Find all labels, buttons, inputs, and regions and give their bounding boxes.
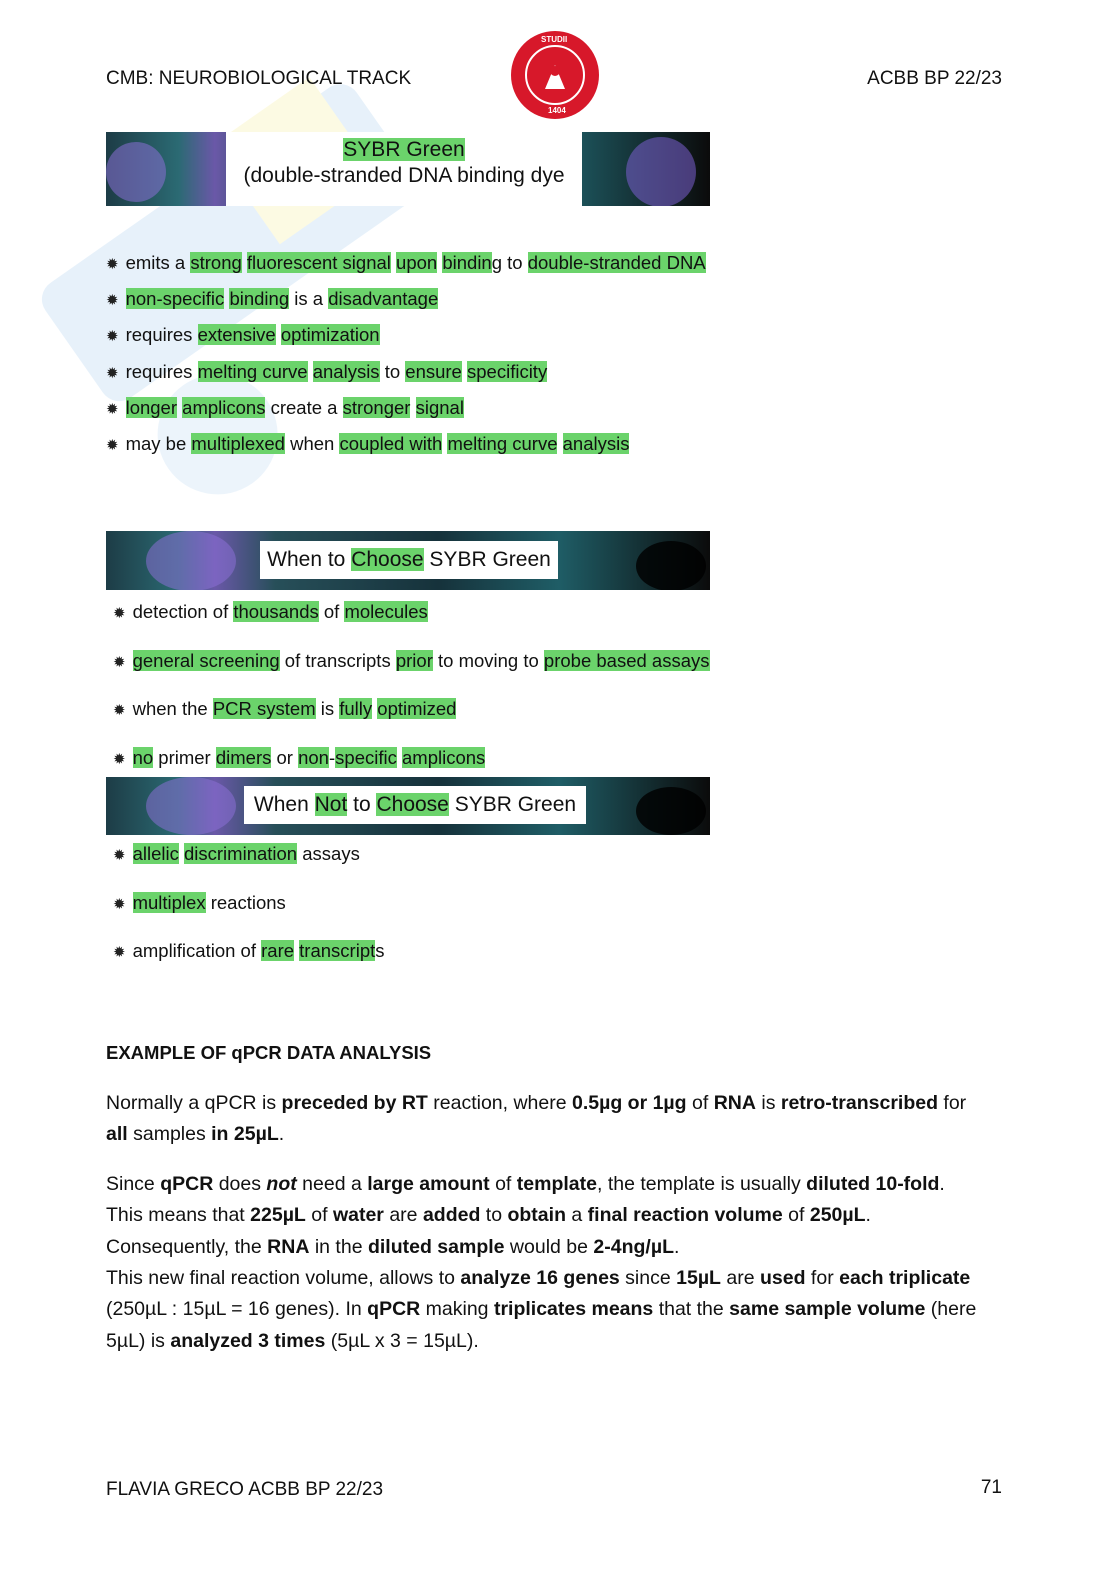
highlighted-term: strong xyxy=(190,252,242,273)
sybr-green-banner xyxy=(106,132,710,206)
bold-term: diluted 10-fold xyxy=(806,1173,940,1195)
section-title: EXAMPLE OF qPCR DATA ANALYSIS xyxy=(106,1042,432,1063)
when-to-choose-title xyxy=(260,541,558,579)
highlighted-term: multiplexed xyxy=(191,433,285,454)
text-run: (250µL : 15µL = 16 genes). In xyxy=(106,1298,368,1321)
paragraph-line xyxy=(106,1326,479,1358)
header-right: ACBB BP 22/23 xyxy=(867,68,1002,89)
text-run: SYBR Green xyxy=(423,548,551,571)
text-run: . xyxy=(939,1173,945,1195)
when-not-to-choose-title xyxy=(244,786,586,824)
bold-term: final reaction volume xyxy=(587,1204,783,1227)
text-run: may be xyxy=(125,433,192,454)
paragraph-line xyxy=(106,1263,970,1295)
bold-term: in 25µL xyxy=(211,1123,279,1146)
text-run: Normally a qPCR is xyxy=(106,1092,282,1114)
bullet-icon: ✹ xyxy=(113,702,126,719)
bullet-icon: ✹ xyxy=(113,895,126,913)
highlighted-term: non xyxy=(298,746,329,768)
bullet-icon: ✹ xyxy=(106,292,119,310)
text-run: a xyxy=(565,1204,588,1227)
highlighted-term: rare xyxy=(261,940,295,961)
bold-term: 250µL xyxy=(809,1204,866,1227)
paragraph-line xyxy=(106,1169,945,1201)
bullet-icon: ✹ xyxy=(106,364,119,382)
bullet-item xyxy=(113,698,456,720)
text-run: for xyxy=(805,1266,840,1289)
text-run: amplification of xyxy=(132,940,262,961)
text-run xyxy=(557,433,562,454)
bold-term: preceded by RT xyxy=(281,1092,428,1114)
text-run: to moving to xyxy=(432,649,544,671)
bullet-item xyxy=(106,397,464,419)
bold-italic-term: not xyxy=(266,1173,297,1195)
text-run: primer xyxy=(153,746,216,768)
text-run: or xyxy=(271,746,299,768)
highlighted-term: analysis xyxy=(312,360,380,382)
bold-term: used xyxy=(760,1266,806,1289)
highlighted-term: double-stranded DNA xyxy=(527,252,706,273)
highlighted-term: molecules xyxy=(344,601,428,622)
text-run: g to xyxy=(491,252,528,273)
bullet-icon: ✹ xyxy=(106,400,119,418)
bold-term: water xyxy=(332,1204,384,1227)
text-run: samples xyxy=(127,1123,212,1146)
bullet-item xyxy=(113,843,360,865)
text-run: since xyxy=(619,1266,677,1289)
text-run: that the xyxy=(653,1298,730,1321)
text-run: need a xyxy=(296,1173,368,1195)
text-run: is xyxy=(315,698,340,719)
highlighted-term: fluorescent signal xyxy=(246,252,391,273)
text-run: of xyxy=(318,601,345,622)
page-number: 71 xyxy=(980,1477,1002,1498)
highlighted-term: thousands xyxy=(233,601,319,622)
text-run: s xyxy=(375,940,385,961)
text-run: is xyxy=(755,1092,781,1114)
bullet-item xyxy=(106,361,547,383)
text-run: . xyxy=(673,1235,680,1258)
text-run: making xyxy=(420,1298,494,1321)
highlighted-term: Not xyxy=(314,793,348,816)
paragraph-line xyxy=(106,1200,871,1232)
bold-term: all xyxy=(106,1123,128,1146)
highlighted-term: specific xyxy=(335,746,397,768)
highlighted-term: transcript xyxy=(299,940,376,961)
highlighted-term: multiplex xyxy=(132,891,206,913)
bullet-item xyxy=(106,324,380,346)
text-run: (5µL x 3 = 15µL). xyxy=(325,1329,479,1352)
highlighted-term: extensive xyxy=(197,324,276,346)
text-run: of xyxy=(782,1204,810,1227)
highlighted-term: coupled with xyxy=(339,433,443,454)
text-run: This new final reaction volume, allows to xyxy=(106,1266,461,1289)
bullet-icon: ✹ xyxy=(113,653,126,671)
text-run: to xyxy=(480,1204,508,1227)
text-run xyxy=(410,397,415,418)
highlighted-term: amplicons xyxy=(182,396,266,418)
text-run: are xyxy=(720,1266,760,1289)
bullet-item xyxy=(113,650,710,672)
bold-term: obtain xyxy=(507,1204,566,1227)
text-run: This means that xyxy=(106,1204,251,1227)
highlighted-term: melting curve xyxy=(447,433,558,454)
bold-term: 15µL xyxy=(676,1266,721,1289)
highlighted-term: probe based assays xyxy=(543,649,710,671)
bold-term: qPCR xyxy=(367,1298,421,1321)
highlighted-term: optimization xyxy=(280,324,380,346)
bold-term: retro-transcribed xyxy=(780,1092,938,1114)
when-not-to-choose-banner xyxy=(106,777,710,835)
banner-title: SYBR Green xyxy=(343,138,465,161)
text-run: . xyxy=(865,1204,871,1227)
highlighted-term: signal xyxy=(415,396,464,418)
highlighted-term: ensure xyxy=(405,360,462,382)
text-run: when the xyxy=(132,698,213,719)
bullet-item xyxy=(113,892,286,914)
text-run: . xyxy=(278,1123,285,1146)
bold-term: large amount xyxy=(367,1173,490,1195)
text-run: is a xyxy=(289,288,329,310)
text-run: 5µL) is xyxy=(106,1329,171,1352)
text-run: reactions xyxy=(205,891,286,913)
text-run: for xyxy=(938,1092,967,1114)
paragraph-line xyxy=(106,1088,966,1120)
text-run: assays xyxy=(297,843,360,864)
highlighted-term: general screening xyxy=(132,649,280,671)
text-run xyxy=(308,361,313,382)
bold-term: diluted sample xyxy=(367,1235,505,1258)
text-run: when xyxy=(284,433,340,454)
bold-term: triplicates means xyxy=(493,1298,654,1321)
header-left: CMB: NEUROBIOLOGICAL TRACK xyxy=(106,68,412,89)
text-run: SYBR Green xyxy=(448,793,577,816)
bold-term: RNA xyxy=(267,1235,310,1258)
bold-term: 0.5µg or 1µg xyxy=(572,1092,687,1114)
when-to-choose-banner xyxy=(106,531,710,590)
bullet-item xyxy=(113,747,485,769)
bullet-item xyxy=(113,601,428,623)
text-run: reaction, where xyxy=(427,1092,572,1114)
paragraph-line xyxy=(106,1119,284,1151)
bold-term: 225µL xyxy=(250,1204,306,1227)
text-run: - xyxy=(328,746,336,768)
bullet-icon: ✹ xyxy=(113,944,126,961)
text-run: are xyxy=(383,1204,423,1227)
bullet-item xyxy=(106,252,706,274)
highlighted-term: PCR system xyxy=(212,698,316,719)
university-seal-logo xyxy=(511,31,599,119)
highlighted-term: optimized xyxy=(377,698,457,719)
text-run: When to xyxy=(267,548,352,571)
bold-term: each triplicate xyxy=(839,1266,971,1289)
bullet-icon: ✹ xyxy=(113,847,126,864)
text-run: to xyxy=(379,360,406,382)
text-run: in the xyxy=(309,1235,368,1258)
text-run: detection of xyxy=(132,601,234,622)
bullet-icon: ✹ xyxy=(106,256,119,273)
highlighted-term: longer xyxy=(125,396,178,418)
highlighted-term: binding xyxy=(229,288,290,310)
text-run: of xyxy=(489,1173,517,1195)
text-run: Consequently, the xyxy=(106,1235,268,1258)
bold-term: RNA xyxy=(713,1092,756,1114)
paragraph-line xyxy=(106,1294,976,1326)
bold-term: analyzed 3 times xyxy=(170,1329,326,1352)
banner-subtitle: (double-stranded DNA binding dye xyxy=(243,164,565,187)
text-run: , the template is usually xyxy=(596,1173,807,1195)
bold-term: analyze 16 genes xyxy=(460,1266,620,1289)
text-run: (here xyxy=(925,1298,977,1321)
highlighted-term: upon xyxy=(396,252,438,273)
seal-text-year: 1404 xyxy=(548,106,566,115)
bullet-item xyxy=(113,940,385,962)
highlighted-term: amplicons xyxy=(402,746,486,768)
text-run: requires xyxy=(125,324,198,346)
paragraph-line xyxy=(106,1232,679,1264)
text-run: Since xyxy=(106,1173,161,1195)
highlighted-term: discrimination xyxy=(184,843,298,864)
bold-term: qPCR xyxy=(160,1173,214,1195)
bold-term: 2-4ng/µL xyxy=(593,1235,674,1258)
text-run: does xyxy=(213,1173,267,1195)
bold-term: added xyxy=(422,1204,481,1227)
highlighted-term: fully xyxy=(339,698,373,719)
bullet-item xyxy=(106,288,438,310)
text-run: would be xyxy=(504,1235,594,1258)
text-run: emits a xyxy=(125,252,191,273)
text-run: create a xyxy=(265,396,343,418)
highlighted-term: disadvantage xyxy=(328,288,439,310)
highlighted-term: specificity xyxy=(467,360,548,382)
bullet-icon: ✹ xyxy=(113,605,126,622)
bullet-icon: ✹ xyxy=(106,437,119,454)
bullet-icon: ✹ xyxy=(113,750,126,768)
highlighted-term: melting curve xyxy=(197,360,308,382)
highlighted-term: analysis xyxy=(562,433,630,454)
text-run: of xyxy=(305,1204,333,1227)
seal-text-top: STUDII xyxy=(541,35,568,44)
bold-term: same sample volume xyxy=(729,1298,926,1321)
bold-term: template xyxy=(516,1173,597,1195)
highlighted-term: allelic xyxy=(132,843,179,864)
highlighted-term: Choose xyxy=(376,793,449,816)
highlighted-term: stronger xyxy=(342,396,411,418)
highlighted-term: non-specific xyxy=(125,288,225,310)
text-run: of xyxy=(686,1092,714,1114)
highlighted-term: no xyxy=(132,746,154,768)
bullet-item xyxy=(106,433,629,455)
text-run: of transcripts xyxy=(279,649,396,671)
highlighted-term: bindin xyxy=(442,252,492,273)
bullet-icon: ✹ xyxy=(106,328,119,346)
text-run: When xyxy=(253,793,315,816)
highlighted-term: dimers xyxy=(215,746,272,768)
text-run: requires xyxy=(125,360,198,382)
highlighted-term: prior xyxy=(395,649,433,671)
footer-author: FLAVIA GRECO ACBB BP 22/23 xyxy=(106,1479,384,1500)
highlighted-term: Choose xyxy=(351,548,424,571)
text-run: to xyxy=(347,793,377,816)
